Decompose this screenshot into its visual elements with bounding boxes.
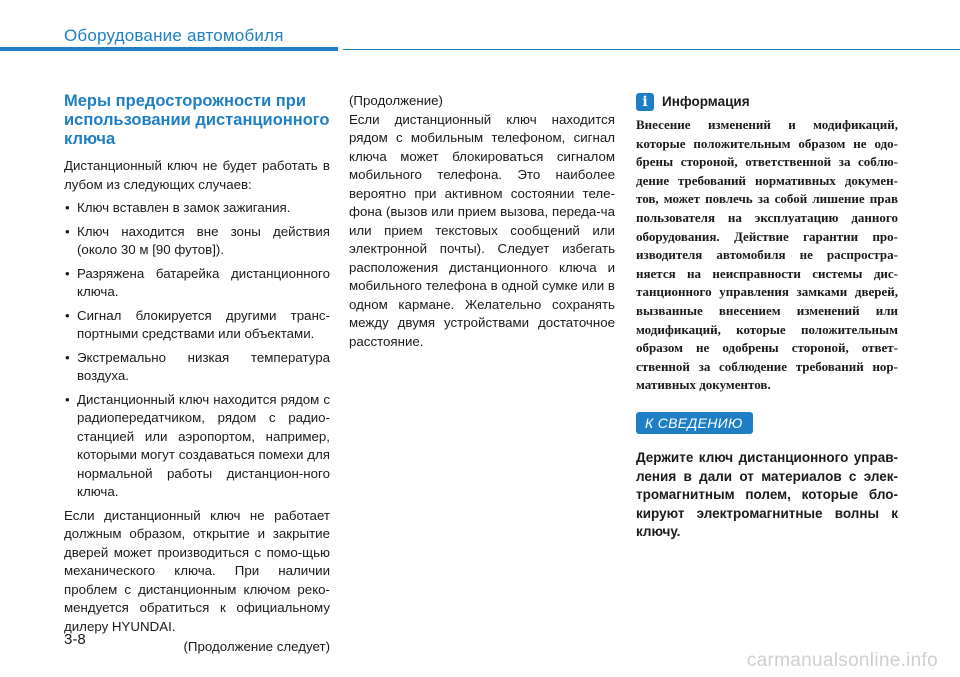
phone-paragraph: Если дистанционный ключ находится рядом с мобильным телефоном, сигнал ключа может блокироваться сигналом мобильного телефона. Это наиболее вероятно при активном состоянии теле-фона (вызов или прием вызова, переда-ча или прием текстовых сообщений или электронной почты). Следует избегать расположения дистанционного ключа и мобильного телефона в одной сумке или в одном кармане. Желательно сохранять между двумя устройствами достаточное расстояние. xyxy=(349,111,615,349)
list-item: • Дистанционный ключ находится рядом с радиопередатчиком, рядом с радио-станцией или аэропортом, например, которыми могут создаваться помехи для нормальной работы дистанцион-ного ключа. xyxy=(64,391,330,502)
continued-note: (Продолжение следует) xyxy=(183,639,330,654)
chapter-title: Оборудование автомобиля xyxy=(64,26,284,45)
header-rule-thin xyxy=(343,49,960,50)
list-item: • Экстремально низкая температура воздуха. xyxy=(64,349,330,386)
page-number: 3-8 xyxy=(64,631,86,648)
info-title: Информация xyxy=(662,93,750,109)
list-item: • Сигнал блокируется другими транс-портными средствами или объектами. xyxy=(64,307,330,344)
middle-column xyxy=(349,92,615,351)
notice-text: Держите ключ дистанционного управ-ления в дали от материалов с элек-тромагнитным полем, которые бло-кируют электромагнитные волны к ключу. xyxy=(636,450,898,540)
info-icon: i xyxy=(636,93,654,111)
continuation-note: (Продолжение) xyxy=(349,93,443,108)
conditions-list xyxy=(64,199,330,502)
left-column xyxy=(64,92,330,657)
list-item: • Ключ вставлен в замок зажигания. xyxy=(64,199,330,218)
info-text: Внесение изменений и модификаций, которые положительным образом не одо-брены стороной, ответственной за соблю-дение требований нормативных докумен-тов, может повлечь за собой лишение прав пользователя на эксплуатацию данного оборудования. Действие гарантии про-изводителя автомобиля не распростра-няется на неисправности системы дис-танционного управления замками дверей, вызванные внесением изменений или модификаций, которые положительным образом не одобрены стороной, ответ-ственной за соблюдение требований нор-мативных документов. xyxy=(636,117,898,393)
list-item: • Ключ находится вне зоны действия (около 30 м [90 футов]). xyxy=(64,223,330,260)
right-column xyxy=(636,92,898,542)
intro-paragraph: Дистанционный ключ не будет работать в лубом из следующих случаев: xyxy=(64,158,330,192)
notice-badge: К СВЕДЕНИЮ xyxy=(636,412,753,435)
info-header xyxy=(636,92,898,112)
list-item: • Разряжена батарейка дистанционного ключа. xyxy=(64,265,330,302)
section-title: Меры предосторожности при использовании дистанционного ключа xyxy=(64,92,330,148)
watermark: carmanualsonline.info xyxy=(746,650,938,671)
header-rule-thick xyxy=(0,47,338,51)
fallback-paragraph: Если дистанционный ключ не работает должным образом, открытие и закрытие дверей может производиться с помо-щью механического ключа. При наличии проблем с дистанционным ключом реко-мендуется обратиться к официальному дилеру HYUNDAI. xyxy=(64,507,330,634)
